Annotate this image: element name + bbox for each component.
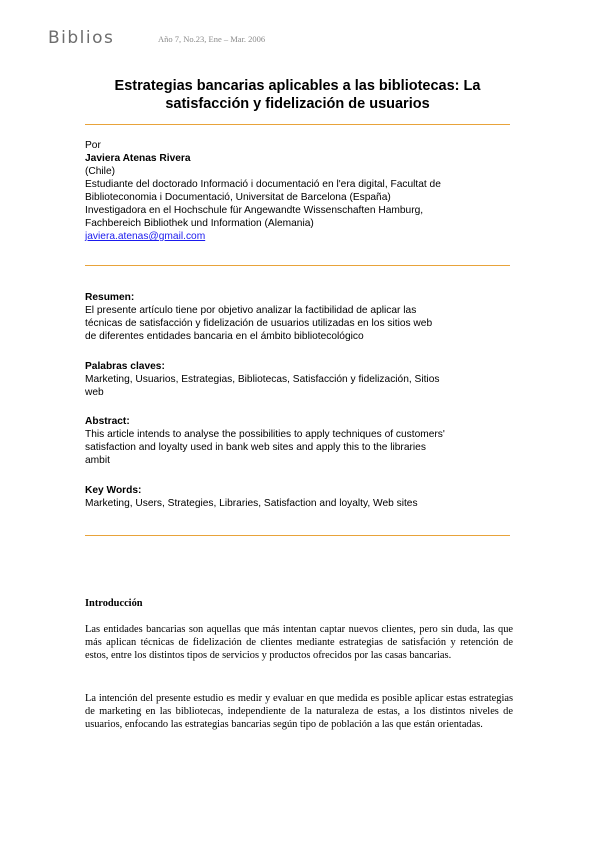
divider-rule [85,124,510,125]
article-title [60,77,535,113]
issue-info: Año 7, No.23, Ene – Mar. 2006 [158,34,266,44]
abstract-line: satisfaction and loyalty used in bank web sites and apply this to the libraries [85,442,426,453]
divider-rule [85,535,510,536]
affiliation-line: Estudiante del doctorado Informació i documentació en l'era digital, Facultat de [85,179,441,190]
title-line: satisfacción y fidelización de usuarios [165,96,430,112]
intro-heading: Introducción [85,598,143,609]
resumen-line: El presente artículo tiene por objetivo analizar la factibilidad de aplicar las [85,305,417,316]
resumen-line: técnicas de satisfacción y fidelización de usuarios utilizadas en los sitios web [85,318,433,329]
author-name: Javiera Atenas Rivera [85,153,191,164]
affiliation-line: Biblioteconomia i Documentació, Universitat de Barcelona (España) [85,192,391,203]
abstract-section [85,415,513,467]
author-block [85,139,513,243]
abstract-line: This article intends to analyse the possibilities to apply techniques of customers' [85,429,445,440]
author-por: Por [85,140,101,151]
author-email-link[interactable]: javiera.atenas@gmail.com [85,231,206,242]
divider-rule [85,265,510,266]
affiliation-line: Investigadora en el Hochschule für Angewandte Wissenschaften Hamburg, [85,205,424,216]
palabras-section [85,360,513,399]
keywords-heading: Key Words: [85,485,142,496]
title-line: Estrategias bancarias aplicables a las bibliotecas: La [114,78,481,94]
abstract-line: ambit [85,455,110,466]
biblios-logo: Biblios [48,28,115,48]
palabras-heading: Palabras claves: [85,361,165,372]
palabras-line: web [85,387,104,398]
keywords-line: Marketing, Users, Strategies, Libraries, Satisfaction and loyalty, Web sites [85,498,418,509]
affiliation-line: Fachbereich Bibliothek und Information (Alemania) [85,218,314,229]
resumen-heading: Resumen: [85,292,135,303]
intro-paragraph: Las entidades bancarias son aquellas que más intentan captar nuevos clientes, pero sin duda, las que más aplican técnicas de fidelización de clientes mediante estrategias de satisfación y retención de estos, entre los distintos tipos de servicios y productos ofrecidos por las casas bancarias. [85,624,513,662]
resumen-line: de diferentes entidades bancaria en el ámbito bibliotecológico [85,331,364,342]
resumen-section [85,291,513,343]
palabras-line: Marketing, Usuarios, Estrategias, Bibliotecas, Satisfacción y fidelización, Sitios [85,374,440,385]
intro-paragraph: La intención del presente estudio es medir y evaluar en que medida es posible aplicar estas estrategias de marketing en las bibliotecas, independiente de la naturaleza de estas, a los distintos niveles de usuarios, enfocando las estrategias bancarias según tipo de población a las que están orientadas. [85,693,513,731]
keywords-section [85,484,513,510]
abstract-heading: Abstract: [85,416,130,427]
author-country: (Chile) [85,166,116,177]
